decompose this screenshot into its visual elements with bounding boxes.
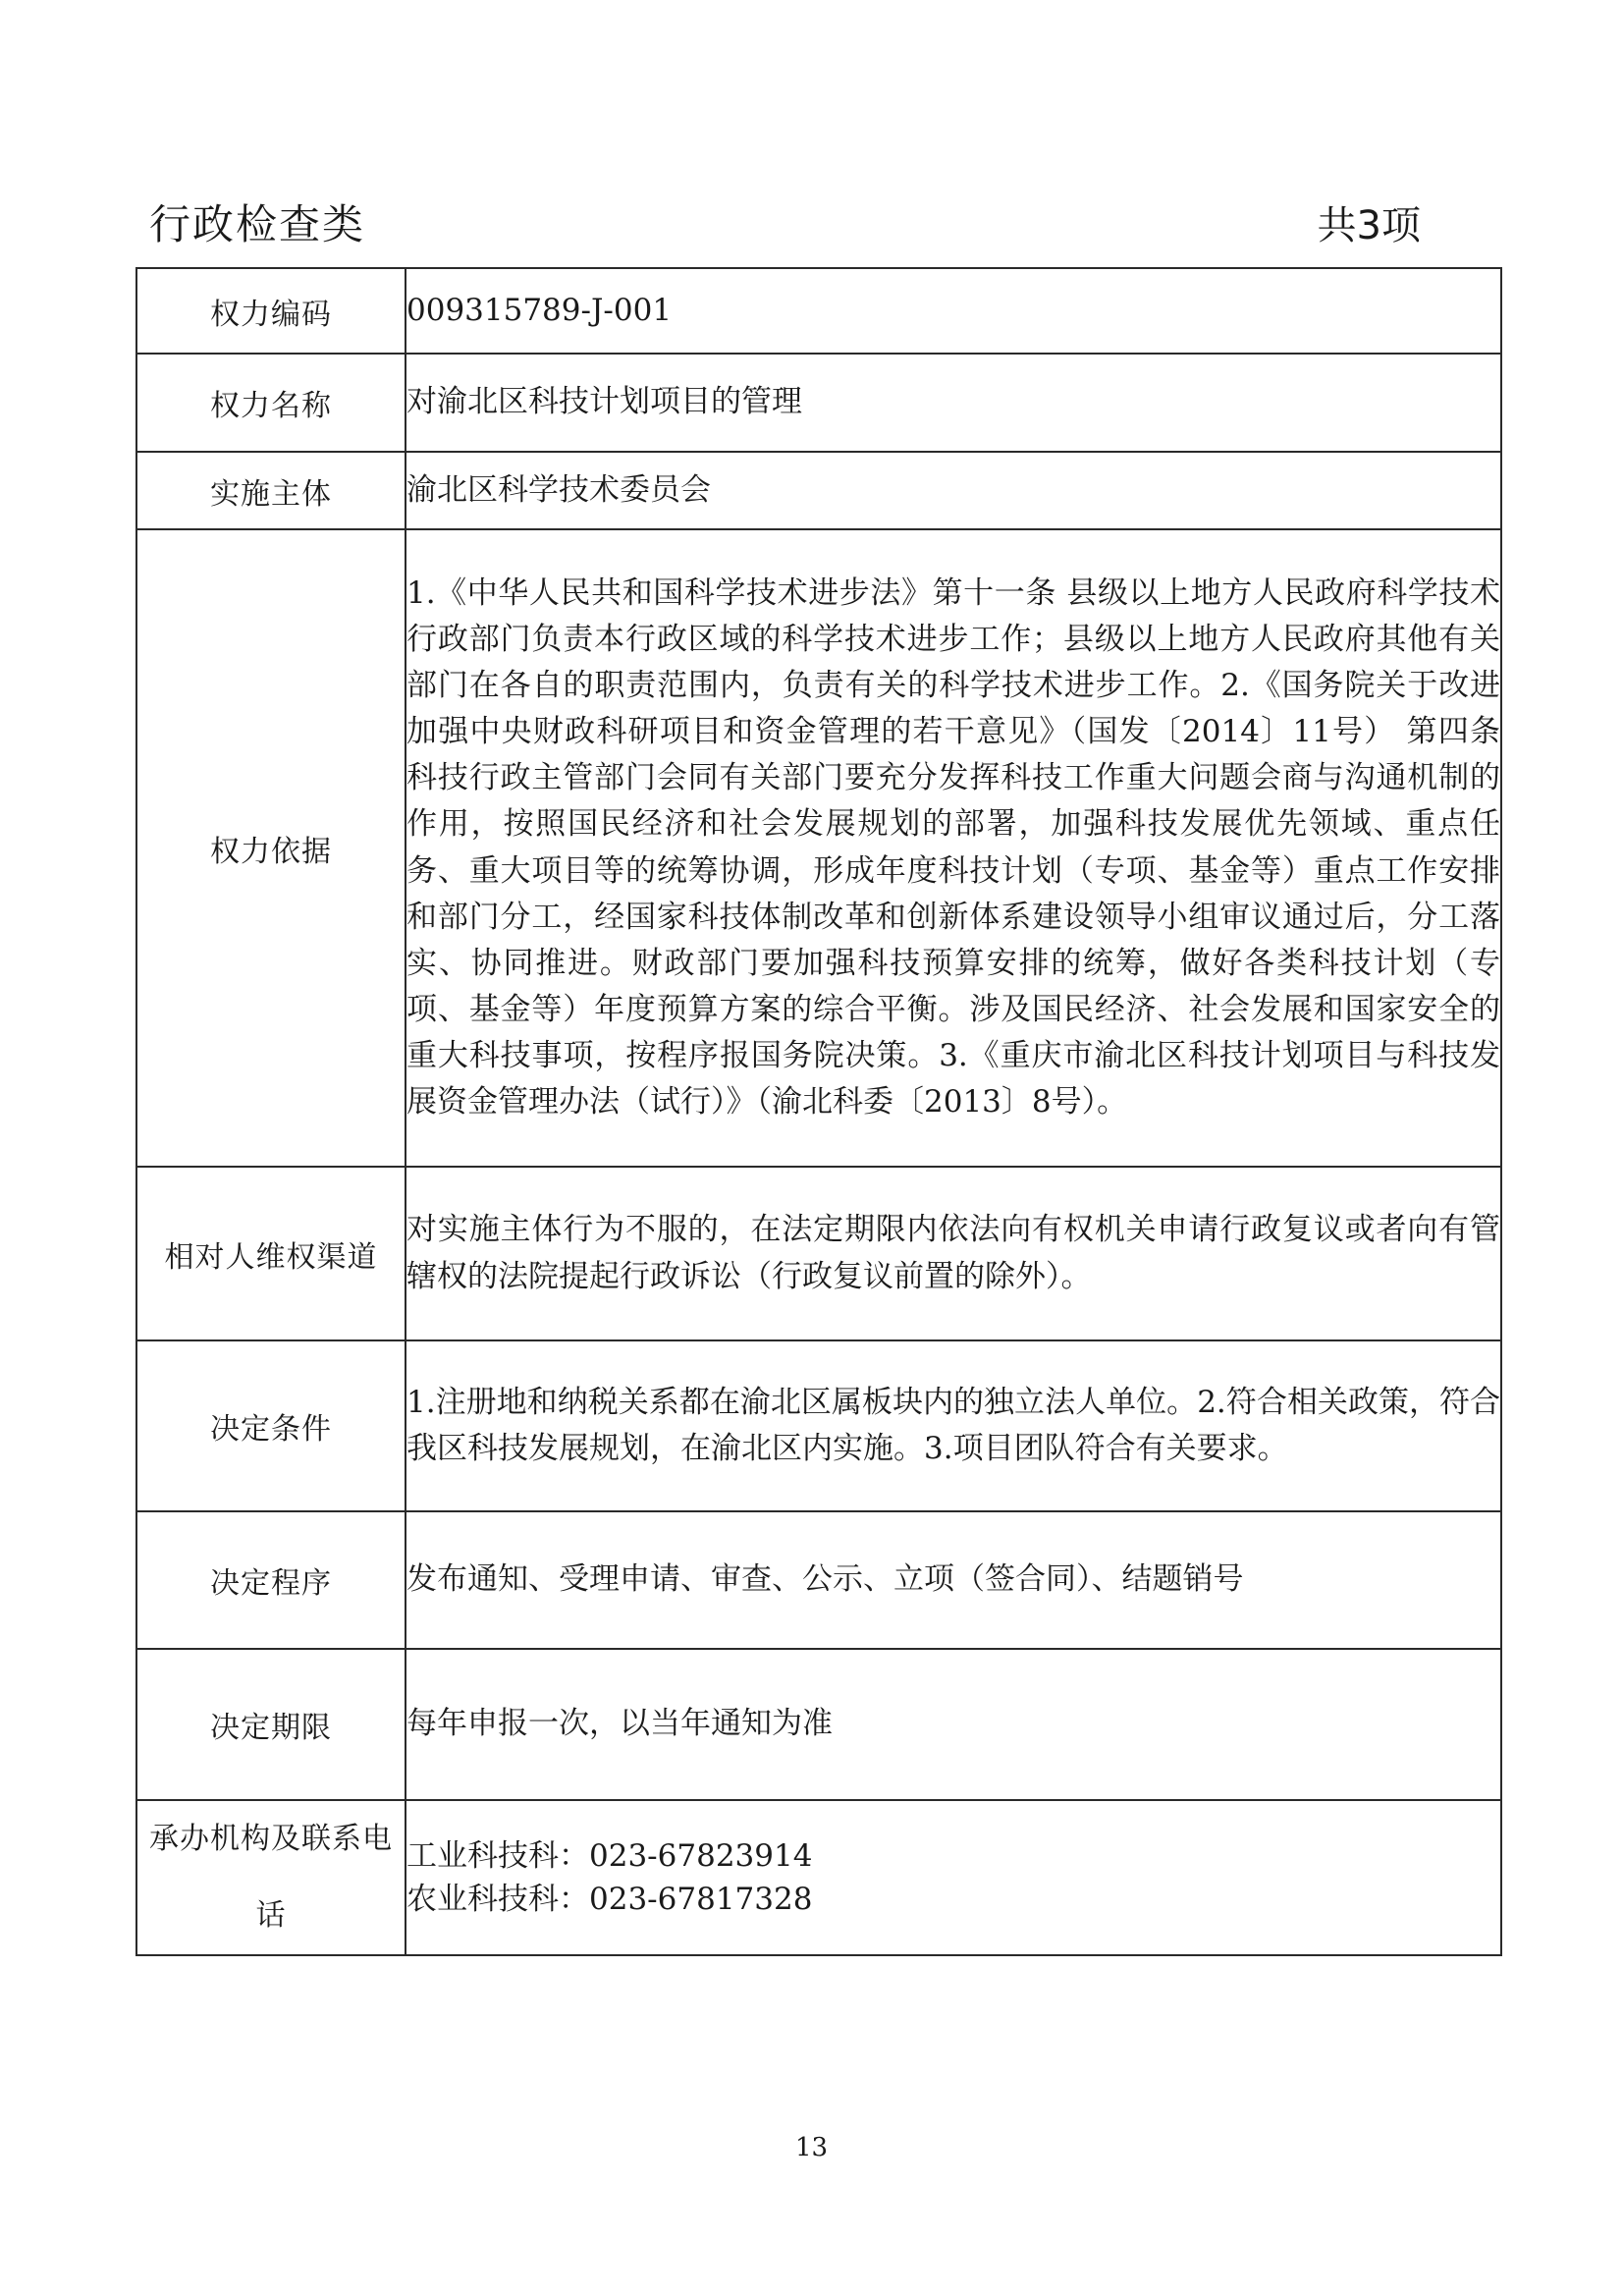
decision-deadline-value: 每年申报一次，以当年通知为准 xyxy=(406,1649,1501,1800)
remedy-channel-label: 相对人维权渠道 xyxy=(136,1167,406,1340)
decision-conditions-value: 1.注册地和纳税关系都在渝北区属板块内的独立法人单位。2.符合相关政策，符合我区科技发展规划，在渝北区内实施。3.项目团队符合有关要求。 xyxy=(406,1340,1501,1511)
table-row-name xyxy=(136,354,1501,452)
contact-label: 承办机构及联系电话 xyxy=(136,1800,406,1955)
item-count: 共3项 xyxy=(1317,203,1421,248)
power-code-label: 权力编码 xyxy=(136,268,406,354)
power-name-label: 权力名称 xyxy=(136,354,406,452)
power-code-value: 009315789-J-001 xyxy=(406,268,1501,354)
contact-line: 工业科技科：023-67823914 xyxy=(406,1837,813,1874)
power-name-value: 对渝北区科技计划项目的管理 xyxy=(406,354,1501,452)
page-header xyxy=(149,183,1421,261)
table-row-code xyxy=(136,268,1501,354)
legal-basis-value: 1.《中华人民共和国科学技术进步法》第十一条 县级以上地方人民政府科学技术行政部门负责本行政区域的科学技术进步工作；县级以上地方人民政府其他有关部门在各自的职责范围内，负责有关的科学技术进步工作。2.《国务院关于改进加强中央财政科研项目和资金管理的若干意见》（国发〔2014〕11号） 第四条 科技行政主管部门会同有关部门要充分发挥科技工作重大问题会商与沟通机制的作用，按照国民经济和社会发展规划的部署，加强科技发展优先领域、重点任务、重大项目等的统筹协调，形成年度科技计划（专项、基金等）重点工作安排和部门分工，经国家科技体制改革和创新体系建设领导小组审议通过后，分工落实、协同推进。财政部门要加强科技预算安排的统筹，做好各类科技计划（专项、基金等）年度预算方案的综合平衡。涉及国民经济、社会发展和国家安全的重大科技事项，按程序报国务院决策。3.《重庆市渝北区科技计划项目与科技发展资金管理办法（试行）》（渝北科委〔2013〕8号）。 xyxy=(406,529,1501,1167)
table-row-deadline xyxy=(136,1649,1501,1800)
decision-deadline-label: 决定期限 xyxy=(136,1649,406,1800)
table-row-basis xyxy=(136,529,1501,1167)
subject-value: 渝北区科学技术委员会 xyxy=(406,452,1501,529)
table-row-remedy xyxy=(136,1167,1501,1340)
page-number: 13 xyxy=(794,2133,829,2162)
table-row-procedure xyxy=(136,1511,1501,1649)
remedy-channel-value: 对实施主体行为不服的，在法定期限内依法向有权机关申请行政复议或者向有管辖权的法院提起行政诉讼（行政复议前置的除外）。 xyxy=(406,1167,1501,1340)
table-row-contact xyxy=(136,1800,1501,1955)
contact-value xyxy=(406,1800,1501,1955)
table-row-conditions xyxy=(136,1340,1501,1511)
power-record-table xyxy=(135,267,1502,1956)
category-title: 行政检查类 xyxy=(149,200,366,248)
subject-label: 实施主体 xyxy=(136,452,406,529)
decision-procedure-value: 发布通知、受理申请、审查、公示、立项（签合同）、结题销号 xyxy=(406,1511,1501,1649)
contact-line: 农业科技科：023-67817328 xyxy=(406,1882,813,1917)
decision-conditions-label: 决定条件 xyxy=(136,1340,406,1511)
legal-basis-label: 权力依据 xyxy=(136,529,406,1167)
table-row-subject xyxy=(136,452,1501,529)
decision-procedure-label: 决定程序 xyxy=(136,1511,406,1649)
